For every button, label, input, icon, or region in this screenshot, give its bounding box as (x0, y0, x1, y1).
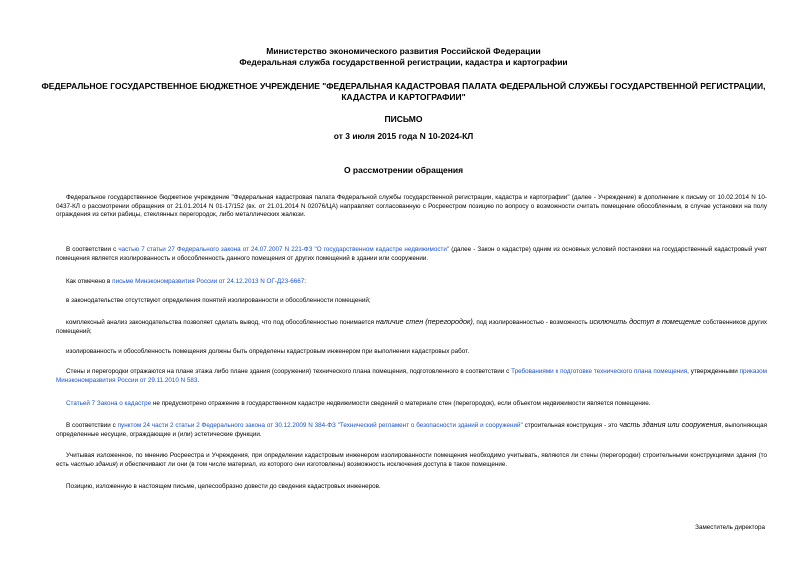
italic-span: наличие стен (перегородок) (375, 317, 473, 326)
cadastre-article-7-link[interactable]: Статьей 7 Закона о кадастре (66, 400, 152, 407)
paragraph-5 (56, 318, 767, 336)
text-span: . (197, 376, 200, 384)
text-span: , утвержденными (687, 368, 740, 375)
text-span: Как отмечено в (66, 278, 113, 285)
italic-span: исключить доступ в помещение (589, 317, 701, 326)
tech-plan-requirements-link[interactable]: Требованиями к подготовке технического плана помещения (511, 368, 688, 375)
order-583-link[interactable]: приказом Минэкономразвития России от 29.11.2010 N 583 (56, 368, 767, 384)
paragraph-2 (56, 246, 767, 263)
text-span: : (304, 278, 307, 285)
paragraph-10 (56, 452, 767, 469)
text-span: , выполняющая определенные несущие, ограждающие и (или) эстетические функции. (56, 422, 768, 438)
paragraph-11: Позицию, изложенную в настоящем письме, целесообразно довести до сведения кадастровых инженеров. (66, 483, 381, 490)
text-span: (далее - Закон о кадастре) одним из основных условий постановки на государственный кадастровый учет помещения является изолированность и обособленность данного помещения от других помещений в здании или сооружении. (56, 246, 768, 262)
law-221-fz-link[interactable]: частью 7 статьи 27 Федерального закона от 24.07.2007 N 221-ФЗ "О государственном кадастре недвижимости" (118, 246, 450, 253)
paragraph-8 (56, 400, 767, 409)
paragraph-3 (56, 278, 767, 287)
italic-span: частью здания (70, 460, 116, 468)
text-span: строительная конструкция - это (522, 422, 620, 429)
paragraph-6: изолированность и обособленность помещения должны быть определены кадастровым инженером при выполнении кадастровых работ. (66, 348, 470, 355)
law-384-fz-link[interactable]: пунктом 24 части 2 статьи 2 Федерального закона от 30.12.2009 N 384-ФЗ "Технический регламент о безопасности зданий и сооружений" (117, 422, 523, 429)
paragraph-9 (56, 421, 767, 439)
text-span: В соответствии с (66, 422, 118, 429)
text-span: комплексный анализ законодательства позволяет сделать вывод, что под обособленностью понимается (66, 319, 376, 326)
service-title: Федеральная служба государственной регистрации, кадастра и картографии (239, 57, 568, 67)
paragraph-1: Федеральное государственное бюджетное учреждение "Федеральная кадастровая палата Федеральной службы государственной регистрации, кадастра и картографии" (далее - Учреждение) в дополнение к письму от 10.02.2014 N 10-0437-КЛ о рассмотрении обращения от 21.01.2014 N 01-17/152 (вх. от 21.01.2014 N 02076/ЦА) направляет согласованную с Росреестром позицию по вопросу о возможности считать помещение обособленным, в случае установки на полу ограждения из сетки рабицы, стеклянных перегородок, либо металлических жалюзи. (56, 194, 767, 219)
text-span: ) и обеспечивают ли они (в том числе материал, из которого они изготовлены) возможность исключения доступа в такое помещение. (115, 460, 508, 468)
italic-span: часть здания или сооружения (619, 420, 722, 429)
document-subject: О рассмотрении обращения (343, 165, 464, 175)
document-type: ПИСЬМО (384, 114, 423, 124)
text-span: , под изолированностью - возможность (472, 319, 590, 326)
signature-title: Заместитель директора (695, 524, 765, 531)
text-span: не предусмотрено отражение в государственном кадастре недвижимости сведений о материале стен (перегородок), если объектом недвижимости является помещение. (151, 400, 651, 407)
document-date-number: от 3 июля 2015 года N 10-2024-КЛ (333, 131, 474, 141)
institution-title: ФЕДЕРАЛЬНОЕ ГОСУДАРСТВЕННОЕ БЮДЖЕТНОЕ УЧРЕЖДЕНИЕ "ФЕДЕРАЛЬНАЯ КАДАСТРОВАЯ ПАЛАТА ФЕДЕРАЛЬНОЙ СЛУЖБЫ ГОСУДАРСТВЕННОЙ РЕГИСТРАЦИИ, КАДАСТРА И КАРТОГРАФИИ" (41, 81, 766, 102)
text-span: собственников других помещений; (56, 319, 768, 335)
text-span: В соответствии с (66, 246, 119, 253)
text-span: Учитывая изложенное, по мнению Росреестра и Учреждения, при определении кадастровым инженером изолированности помещения необходимо учитывать, являются ли стены (перегородки) строительными конструкциями здания (то есть (56, 452, 767, 468)
paragraph-7 (56, 368, 767, 385)
ministry-title: Министерство экономического развития Российской Федерации (266, 46, 541, 56)
minek-letter-link[interactable]: письме Минэкономразвития России от 24.12.2013 N ОГ-Д23-6667 (112, 278, 305, 285)
text-span: Стены и перегородки отражаются на плане этажа либо плане здания (сооружения) технического плана помещения, подготовленного в соответствии с (66, 368, 512, 375)
paragraph-4: в законодательстве отсутствуют определения понятий изолированности и обособленности помещений; (66, 297, 371, 304)
